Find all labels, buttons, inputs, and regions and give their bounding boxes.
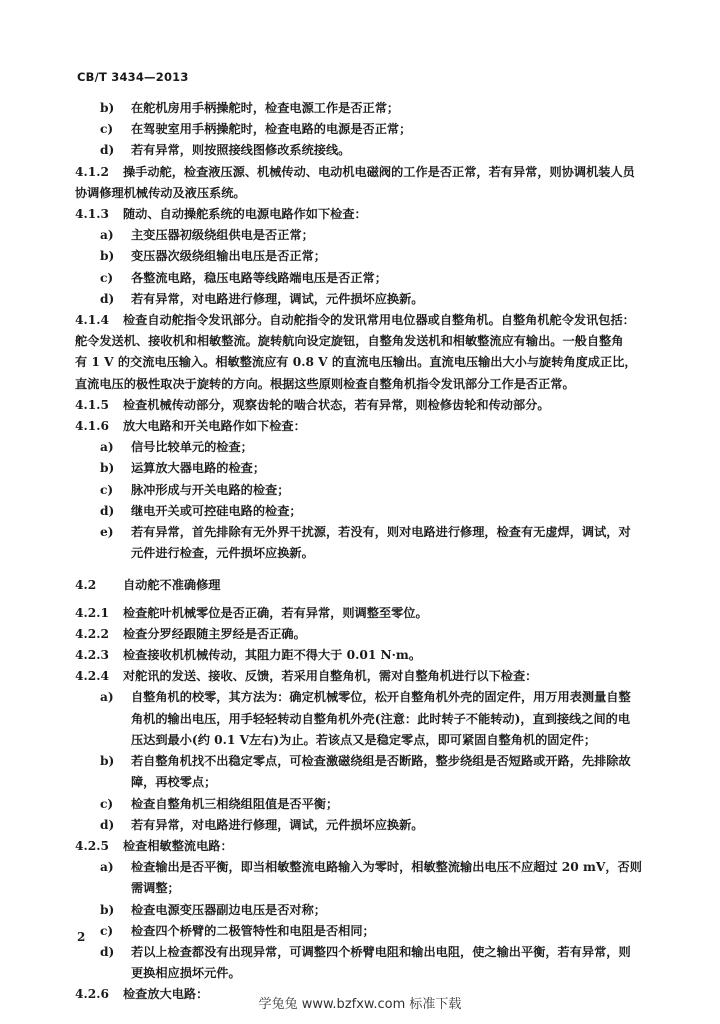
list-item: c) 检查自整角机三相绕组阻值是否平衡；: [100, 796, 339, 811]
page-number: 2: [77, 930, 86, 944]
standard-code-header: CB/T 3434—2013: [77, 70, 189, 84]
clause-4-2-1: 4.2.1 检查舵叶机械零位是否正确，若有异常，则调整至零位。: [75, 605, 428, 620]
clause-continuation: 直流电压的极性取决于旋转的方向。根据这些原则检查自整角机指令发讯部分工作是否正常。: [75, 376, 575, 391]
list-item-continuation: 压达到最小(约 0.1 V左右)为止。若该点又是稳定零点，即可紧固自整角机的固定件；: [131, 732, 597, 747]
list-item: d) 若有异常，则按照接线图修改系统接线。: [100, 143, 351, 158]
list-item: b) 变压器次级绕组输出电压是否正常；: [100, 249, 326, 264]
list-item: a) 自整角机的校零，其方法为：确定机械零位，松开自整角机外壳的固定件，用万用表测量自整: [100, 690, 631, 705]
list-item-continuation: 更换相应损坏元件。: [131, 966, 241, 981]
clause-4-2-3: 4.2.3 检查接收机机械传动，其阻力距不得大于 0.01 N·m。: [75, 648, 422, 663]
clause-4-2-2: 4.2.2 检查分罗经跟随主罗经是否正确。: [75, 626, 306, 641]
clause-4-1-5: 4.1.5 检查机械传动部分，观察齿轮的啮合状态，若有异常，则检修齿轮和传动部分。: [75, 397, 550, 412]
list-item: d) 若有异常，对电路进行修理，调试，元件损坏应换新。: [100, 291, 424, 306]
clause-4-1-4: 4.1.4 检查自动舵指令发讯部分。自动舵指令的发讯常用电位器或自整角机。自整角机舵令发讯包括：: [75, 313, 635, 328]
document-body: [75, 98, 655, 1006]
list-item-continuation: 角机的输出电压，用手轻轻转动自整角机外壳(注意：此时转子不能转动)，直到接线之间的电: [131, 711, 631, 726]
list-item: e) 若有异常，首先排除有无外界干扰源，若没有，则对电路进行修理，检查有无虚焊，调试，对: [100, 525, 631, 540]
list-item: c) 在驾驶室用手柄操舵时，检查电路的电源是否正常；: [100, 122, 412, 137]
clause-4-2-5: 4.2.5 检查相敏整流电路：: [75, 838, 233, 853]
list-item-continuation: 需调整；: [131, 881, 180, 896]
section-heading-4-2: 4.2 自动舵不准确修理: [75, 578, 221, 593]
list-item: a) 信号比较单元的检查；: [100, 440, 253, 455]
list-item: a) 检查输出是否平衡，即当相敏整流电路输入为零时，相敏整流输出电压不应超过 20 mV，否则: [100, 860, 642, 875]
list-item: b) 若自整角机找不出稳定零点，可检查激磁绕组是否断路，整步绕组是否短路或开路，先排除故: [100, 754, 631, 769]
clause-4-1-6: 4.1.6 放大电路和开关电路作如下检查：: [75, 419, 306, 434]
clause-4-2-6: 4.2.6 检查放大电路：: [75, 987, 209, 1002]
clause-continuation: 有 1 V 的交流电压输入。相敏整流应有 0.8 V 的直流电压输出。直流电压输出大小与旋转角度成正比，: [75, 355, 637, 370]
list-item: b) 运算放大器电路的检查；: [100, 461, 266, 476]
clause-4-1-2: 4.1.2 操手动舵，检查液压源、机械传动、电动机电磁阀的工作是否正常，若有异常，则协调机装人员: [75, 164, 635, 179]
clause-4-1-3: 4.1.3 随动、自动操舵系统的电源电路作如下检查：: [75, 207, 367, 222]
list-item: b) 检查电源变压器副边电压是否对称；: [100, 902, 326, 917]
clause-4-2-4: 4.2.4 对舵讯的发送、接收、反馈，若采用自整角机，需对自整角机进行以下检查：: [75, 669, 538, 684]
list-item: c) 各整流电路，稳压电路等线路端电压是否正常；: [100, 270, 387, 285]
list-item: d) 若以上检查都没有出现异常，可调整四个桥臂电阻和输出电阻，使之输出平衡，若有异常，则: [100, 944, 631, 959]
list-item: c) 检查四个桥臂的二极管特性和电阻是否相同；: [100, 923, 375, 938]
list-item: c) 脉冲形成与开关电路的检查；: [100, 482, 290, 497]
list-item: d) 继电开关或可控硅电路的检查；: [100, 503, 302, 518]
footer-watermark: 学兔兔 www.bzfxw.com 标准下载: [258, 997, 462, 1012]
list-item-continuation: 障，再校零点；: [131, 775, 217, 790]
list-item: a) 主变压器初级绕组供电是否正常；: [100, 228, 314, 243]
list-item: d) 若有异常，对电路进行修理，调试，元件损坏应换新。: [100, 817, 424, 832]
clause-continuation: 协调修理机械传动及液压系统。: [75, 185, 246, 200]
list-item-continuation: 元件进行检查，元件损坏应换新。: [131, 546, 314, 561]
list-item: b) 在舵机房用手柄操舵时，检查电源工作是否正常；: [100, 101, 400, 115]
clause-continuation: 舵令发送机、接收机和相敏整流。旋转航向设定旋钮，自整角发送机和相敏整流应有输出。一般自整角: [75, 334, 624, 349]
